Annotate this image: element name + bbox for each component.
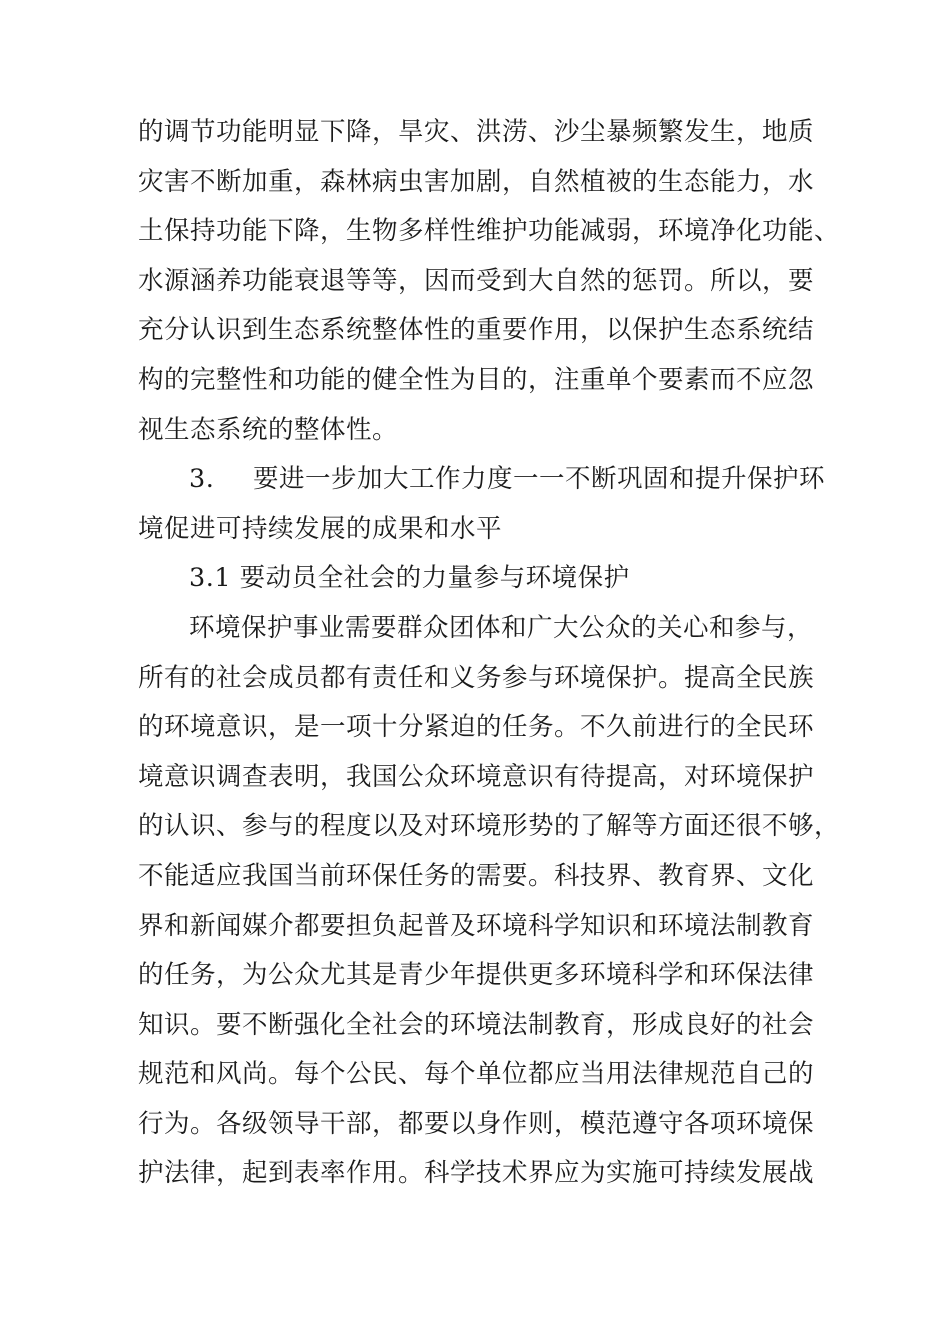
section-heading-3 bbox=[138, 455, 826, 554]
paragraph-continued bbox=[138, 108, 841, 455]
section-title: 要进一步加大工作力度一一不断巩固和提升保护环 bbox=[253, 464, 826, 495]
paragraph-line: 的任务，为公众尤其是青少年提供更多环境科学和环保法律 bbox=[138, 960, 815, 991]
paragraph-line: 视生态系统的整体性。 bbox=[138, 414, 399, 445]
subsection-heading-3-1 bbox=[138, 554, 818, 604]
paragraph-line: 护法律，起到表率作用。科学技术界应为实施可持续发展战 bbox=[138, 1158, 815, 1189]
paragraph-line: 充分认识到生态系统整体性的重要作用，以保护生态系统结 bbox=[138, 315, 815, 346]
section-number: 3. bbox=[189, 464, 215, 495]
paragraph bbox=[138, 604, 841, 1199]
paragraph-line: 的环境意识，是一项十分紧迫的任务。不久前进行的全民环 bbox=[138, 712, 815, 743]
paragraph-line: 不能适应我国当前环保任务的需要。科技界、教育界、文化 bbox=[138, 860, 815, 891]
paragraph-line: 行为。各级领导干部，都要以身作则，模范遵守各项环境保 bbox=[138, 1108, 815, 1139]
paragraph-line: 构的完整性和功能的健全性为目的，注重单个要素而不应忽 bbox=[138, 364, 815, 395]
paragraph-line: 灾害不断加重，森林病虫害加剧，自然植被的生态能力，水 bbox=[138, 166, 815, 197]
paragraph-line: 的调节功能明显下降，旱灾、洪涝、沙尘暴频繁发生，地质 bbox=[138, 117, 815, 147]
document-body bbox=[138, 108, 841, 1199]
subsection-title: 3.1 要动员全社会的力量参与环境保护 bbox=[189, 563, 630, 594]
paragraph-line: 境意识调查表明，我国公众环境意识有待提高，对环境保护 bbox=[138, 761, 815, 792]
paragraph-line: 环境保护事业需要群众团体和广大公众的关心和参与， bbox=[189, 612, 814, 643]
paragraph-line: 所有的社会成员都有责任和义务参与环境保护。提高全民族 bbox=[138, 662, 815, 693]
paragraph-line: 的认识、参与的程度以及对环境形势的了解等方面还很不够， bbox=[138, 811, 841, 842]
paragraph-line: 规范和风尚。每个公民、每个单位都应当用法律规范自己的 bbox=[138, 1059, 815, 1090]
paragraph-line: 水源涵养功能衰退等等，因而受到大自然的惩罚。所以，要 bbox=[138, 265, 815, 296]
paragraph-line: 知识。要不断强化全社会的环境法制教育，形成良好的社会 bbox=[138, 1009, 815, 1040]
section-title-continued: 境促进可持续发展的成果和水平 bbox=[138, 513, 503, 544]
paragraph-line: 界和新闻媒介都要担负起普及环境科学知识和环境法制教育 bbox=[138, 910, 815, 941]
paragraph-line: 土保持功能下降，生物多样性维护功能减弱，环境净化功能、 bbox=[138, 216, 841, 247]
